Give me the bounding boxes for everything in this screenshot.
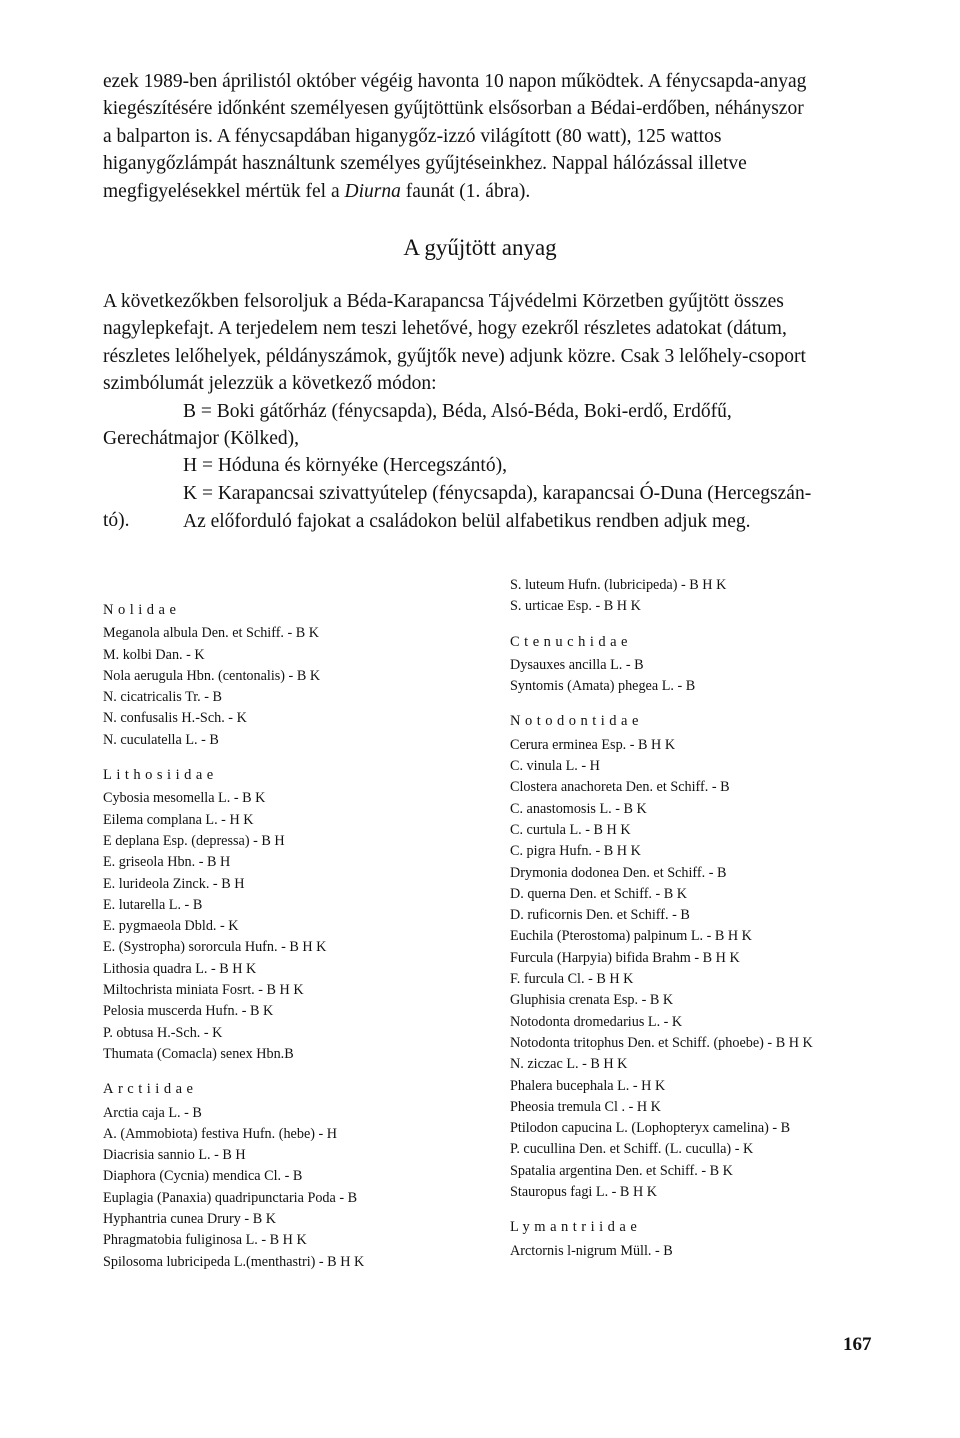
species-entry: Thumata (Comacla) senex Hbn.B (103, 1045, 294, 1062)
intro-line: kiegészítésére időnként személyesen gyűjtöttünk elsősorban a Bédai-erdőben, néhányszor (103, 98, 804, 120)
intro-line: higanygőzlámpát használtunk személyes gyűjtéseinkhez. Nappal hálózással illetve (103, 153, 747, 175)
species-entry: Phragmatobia fuliginosa L. - B H K (103, 1232, 307, 1249)
intro-line: a balparton is. A fénycsapdában higanygőz-izzó világított (80 watt), 125 wattos (103, 125, 722, 147)
species-entry: C. pigra Hufn. - B H K (510, 843, 641, 860)
intro-line-last (103, 178, 893, 205)
species-entry: Gluphisia crenata Esp. - B K (510, 992, 674, 1009)
species-entry: Stauropus fagi L. - B H K (510, 1184, 657, 1201)
intro-paragraph (103, 68, 893, 205)
page-number: 167 (843, 1334, 872, 1355)
locality-b-cont: Gerechátmajor (Kölked), (103, 428, 299, 450)
species-column-left (103, 600, 483, 1273)
species-entry: Pelosia muscerda Hufn. - B K (103, 1003, 274, 1020)
species-entry: E. pygmaeola Dbld. - K (103, 918, 239, 935)
species-entry: Arctornis l-nigrum Müll. - B (510, 1242, 673, 1259)
family-name: Ctenuchidae (510, 633, 632, 650)
species-entry: Clostera anachoreta Den. et Schiff. - B (510, 779, 730, 796)
species-entry: Notodonta tritophus Den. et Schiff. (phoebe) - B H K (510, 1034, 813, 1051)
family-name: Lithosiidae (103, 767, 218, 784)
body-line: részletes lelőhelyek, példányszámok, gyűjtők neve) adjunk közre. Csak 3 lelőhely-csoport (103, 345, 806, 367)
intro-text: faunát (1. ábra). (400, 180, 531, 202)
locality-k-cont: tó). (103, 510, 130, 532)
order-note: Az előforduló fajokat a családokon belül alfabetikus rendben adjuk meg. (183, 510, 751, 532)
diurna-term: Diurna (344, 180, 401, 202)
species-entry: Lithosia quadra L. - B H K (103, 960, 257, 977)
species-entry: Dysauxes ancilla L. - B (510, 656, 644, 673)
species-entry: Cybosia mesomella L. - B K (103, 790, 266, 807)
body-line: A következőkben felsoroljuk a Béda-Karapancsa Tájvédelmi Körzetben gyűjtött összes (103, 291, 784, 312)
species-entry: Drymonia dodonea Den. et Schiff. - B (510, 864, 727, 881)
species-entry: Meganola albula Den. et Schiff. - B K (103, 625, 320, 642)
species-entry: S. urticae Esp. - B H K (510, 598, 641, 615)
species-entry: P. obtusa H.-Sch. - K (103, 1024, 223, 1041)
section-heading: A gyűjtött anyag (403, 235, 557, 260)
body-line: szimbólumát jelezzük a következő módon: (103, 373, 437, 395)
species-entry: Pheosia tremula Cl . - H K (510, 1098, 661, 1115)
locality-h: H = Hóduna és környéke (Hercegszántó), (183, 455, 507, 477)
species-entry: D. ruficornis Den. et Schiff. - B (510, 907, 690, 924)
family-name: Lymantriidae (510, 1219, 642, 1236)
species-entry: Hyphantria cunea Drury - B K (103, 1211, 276, 1228)
species-entry: Ptilodon capucina L. (Lophopteryx camelina) - B (510, 1120, 791, 1137)
locality-k: K = Karapancsai szivattyútelep (fénycsapda), karapancsai Ó-Duna (Hercegszán- (183, 482, 812, 504)
species-entry: C. curtula L. - B H K (510, 821, 631, 838)
family-name: Nolidae (103, 602, 181, 618)
species-entry: F. furcula Cl. - B H K (510, 971, 634, 988)
species-entry: Syntomis (Amata) phegea L. - B (510, 678, 696, 695)
species-entry: D. querna Den. et Schiff. - B K (510, 885, 688, 902)
family-name: Notodontidae (510, 713, 643, 730)
species-entry: E. lurideola Zinck. - B H (103, 875, 245, 892)
species-entry: Nola aerugula Hbn. (centonalis) - B K (103, 667, 321, 684)
species-entry: N. cicatricalis Tr. - B (103, 689, 223, 706)
species-entry: E. lutarella L. - B (103, 896, 203, 913)
species-entry: Euplagia (Panaxia) quadripunctaria Poda - B (103, 1189, 358, 1206)
species-entry: Furcula (Harpyia) bifida Brahm - B H K (510, 949, 740, 966)
family-name: Arctiidae (103, 1081, 198, 1098)
species-entry: N. cuculatella L. - B (103, 731, 219, 748)
species-entry: E. (Systropha) sororcula Hufn. - B H K (103, 939, 327, 956)
species-entry: E deplana Esp. (depressa) - B H (103, 832, 285, 849)
species-entry: Miltochrista miniata Fosrt. - B H K (103, 982, 304, 999)
species-entry: S. luteum Hufn. (lubricipeda) - B H K (510, 577, 727, 593)
species-entry: Spatalia argentina Den. et Schiff. - B K (510, 1162, 733, 1179)
species-entry: C. vinula L. - H (510, 758, 600, 775)
species-entry: A. (Ammobiota) festiva Hufn. (hebe) - H (103, 1125, 338, 1142)
species-entry: Euchila (Pterostoma) palpinum L. - B H K (510, 928, 752, 945)
species-entry: N. ziczac L. - B H K (510, 1056, 628, 1073)
species-entry: M. kolbi Dan. - K (103, 646, 205, 663)
species-entry: Notodonta dromedarius L. - K (510, 1013, 683, 1030)
collected-material-paragraph (103, 288, 893, 535)
intro-text: megfigyelésekkel mértük fel a (103, 180, 345, 202)
species-entry: P. cucullina Den. et Schiff. (L. cuculla) - K (510, 1141, 754, 1158)
species-entry: E. griseola Hbn. - B H (103, 854, 231, 871)
species-column-right (510, 575, 910, 1262)
species-entry: Diacrisia sannio L. - B H (103, 1147, 246, 1164)
species-entry: N. confusalis H.-Sch. - K (103, 710, 247, 727)
species-entry: Phalera bucephala L. - H K (510, 1077, 666, 1094)
species-entry: Arctia caja L. - B (103, 1104, 202, 1121)
species-entry: Eilema complana L. - H K (103, 811, 254, 828)
species-entry: Diaphora (Cycnia) mendica Cl. - B (103, 1168, 303, 1185)
body-line: nagylepkefajt. A terjedelem nem teszi lehetővé, hogy ezekről részletes adatokat (dátum, (103, 318, 787, 340)
intro-line: ezek 1989-ben áprilistól október végéig havonta 10 napon működtek. A fénycsapda-anyag (103, 71, 807, 92)
species-entry: Spilosoma lubricipeda L.(menthastri) - B H K (103, 1253, 365, 1270)
species-entry: Cerura erminea Esp. - B H K (510, 736, 676, 753)
locality-b: B = Boki gátőrház (fénycsapda), Béda, Alsó-Béda, Boki-erdő, Erdőfű, (183, 400, 732, 422)
species-entry: C. anastomosis L. - B K (510, 800, 647, 817)
